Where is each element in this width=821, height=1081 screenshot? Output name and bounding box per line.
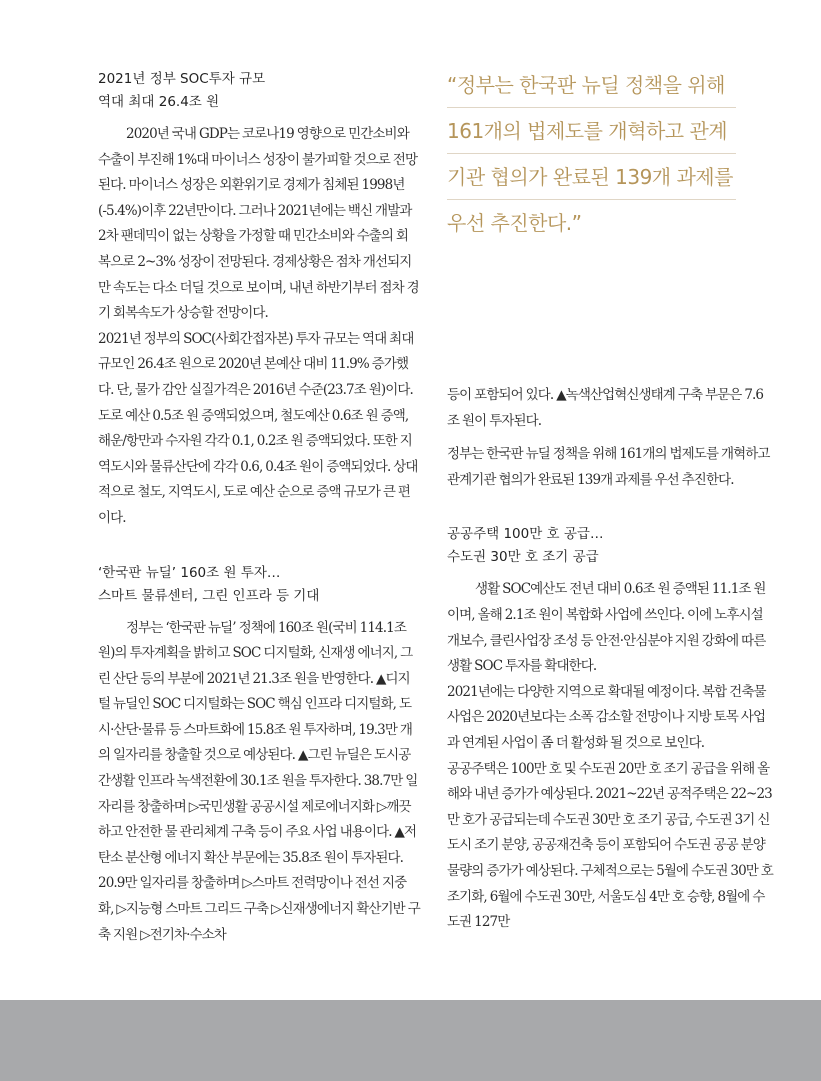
pull-quote-line: 우선 추진한다.”	[447, 211, 582, 235]
section1-heading-line1: 2021년 정부 SOC투자 규모	[98, 71, 266, 87]
section3-paragraph-3: 공공주택은 100만 호 및 수도권 20만 호 조기 공급을 위해 올해와 내년 증가가 예상된다. 2021~22년 공적주택은 22~23만 호가 공급되는데 수도권 30만 호 조기 공급, 수도권 3기 신도시 조기 분양, 공공재건축 등이 포함되어 수도권 공공 분양물량의 증가가 예상된다. 구체적으로는 5월에 수도권 30만 호 조기화, 6월에 수도권 30만, 서울도심 4만 호 승향, 8월에 수도권 127만	[447, 760, 773, 931]
pull-quote-line: 기관 협의가 완료된 139개 과제를	[447, 154, 736, 200]
section1-paragraph-1: 2020년 국내 GDP는 코로나19 영향으로 민간소비와 수출이 부진해 1%대 마이너스 성장이 불가피할 것으로 전망된다. 마이너스 성장은 외환위기로 경제가 침체된 1998년(-5.4%)이후 22년만이다. 그러나 2021년에는 백신 개발과 2차 팬데믹이 없는 상황을 가정할 때 민간소비와 수출의 회복으로 2~3% 성장이 전망된다. 경제상황은 점차 개선되지만 속도는 다소 더딜 것으로 보이며, 내년 하반기부터 점차 경기 회복속도가 상승할 전망이다.	[98, 126, 419, 322]
section1-heading-line2: 역대 최대 26.4조 원	[98, 94, 220, 110]
section2-heading-line2: 스마트 물류센터, 그린 인프라 등 기대	[98, 587, 320, 604]
spacer	[98, 608, 420, 616]
pull-quote	[447, 62, 736, 246]
spacer	[98, 532, 420, 562]
section2-paragraph-3: 정부는 한국판 뉴딜 정책을 위해 161개의 법제도를 개혁하고 관계기관 협의가 완료된 139개 과제를 우선 추진한다.	[447, 446, 770, 488]
section3-paragraph-2: 2021년에는 다양한 지역으로 확대될 예정이다. 복합 건축물 사업은 2020년보다는 소폭 감소할 전망이나 지방 토목 사업과 연계된 사업이 좀 더 활성화 될 것으로 보인다.	[447, 683, 766, 751]
spacer	[98, 114, 420, 122]
left-column	[98, 68, 420, 948]
spacer	[447, 434, 773, 442]
section2-heading-line1: ‘한국판 뉴딜’ 160조 원 투자…	[98, 564, 281, 581]
spacer	[447, 493, 773, 523]
pull-quote-line: 161개의 법제도를 개혁하고 관계	[447, 108, 736, 154]
section3-heading-line1: 공공주택 100만 호 공급…	[447, 526, 604, 543]
section3-heading-line2: 수도권 30만 호 조기 공급	[447, 549, 599, 566]
spacer	[447, 569, 773, 577]
pull-quote-line: “정부는 한국판 뉴딜 정책을 위해	[447, 62, 736, 108]
right-column	[447, 383, 773, 936]
footer-band	[0, 1000, 821, 1081]
section2-paragraph-1: 정부는 ‘한국판 뉴딜’ 정책에 160조 원(국비 114.1조 원)의 투자계획을 밝히고 SOC 디지털화, 신재생 에너지, 그린 산단 등의 부분에 2021년 21.3조 원을 반영한다. ▲디지털 뉴딜인 SOC 디지털화는 SOC 핵심 인프라 디지털화, 도시·산단·물류 등 스마트화에 15.8조 원 투자하며, 19.3만 개의 일자리를 창출할 것으로 예상된다. ▲그린 뉴딜은 도시공간생활 인프라 녹색전환에 30.1조 원을 투자한다. 38.7만 일자리를 창출하며 ▷국민생활 공공시설 제로에너지화 ▷깨끗하고 안전한 물 관리체계 구축 등이 주요 사업 내용이다. ▲저탄소 분산형 에너지 확산 부문에는 35.8조 원이 투자된다. 20.9만 일자리를 창출하며 ▷스마트 전력망이나 전선 지중화, ▷지능형 스마트 그리드 구축 ▷신재생에너지 확산기반 구축 지원 ▷전기차·수소차	[98, 619, 420, 943]
section3-paragraph-1: 생활 SOC예산도 전년 대비 0.6조 원 증액된 11.1조 원이며, 올해 2.1조 원이 복합화 사업에 쓰인다. 이에 노후시설 개보수, 클린사업장 조성 등 안전·안심분야 지원 강화에 따른 생활 SOC 투자를 확대한다.	[447, 581, 766, 675]
section2-paragraph-2: 등이 포함되어 있다. ▲녹색산업혁신생태계 구축 부문은 7.6조 원이 투자된다.	[447, 387, 764, 429]
section1-paragraph-2: 2021년 정부의 SOC(사회간접자본) 투자 규모는 역대 최대 규모인 26.4조 원으로 2020년 본예산 대비 11.9% 증가했다. 단, 물가 감안 실질가격은 2016년 수준(23.7조 원)이다. 도로 예산 0.5조 원 증액되었으며, 철도예산 0.6조 원 증액, 해운/항만과 수자원 각각 0.1, 0.2조 원 증액되었다. 또한 지역도시와 물류산단에 각각 0.6, 0.4조 원이 증액되었다. 상대적으로 철도, 지역도시, 도로 예산 순으로 증액 규모가 큰 편이다.	[98, 330, 418, 526]
